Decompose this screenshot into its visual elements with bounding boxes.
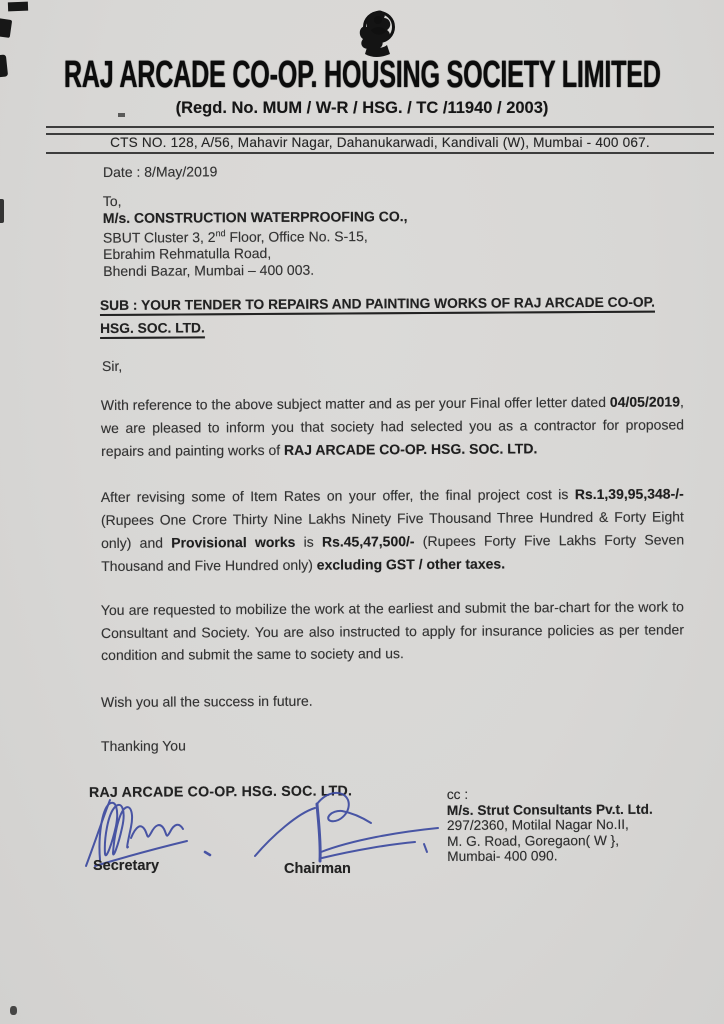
recipient-address-line: Bhendi Bazar, Mumbai – 400 003. [103,261,315,280]
wish-line: Wish you all the success in future. [100,692,313,710]
secretary-signature-ink [86,800,210,866]
paragraph-instructions: You are requested to mobilize the work at the earliest and submit the bar-chart for the work to Consultant and Society. You are also instructed to apply for insurance policies as per tender condition and submit the same to society and us. [100,598,685,663]
page-title [0,55,724,104]
cc-address-line: M. G. Road, Goregaon( W }, [447,832,620,849]
society-name: RAJ ARCADE CO-OP. HOUSING SOCIETY LIMITED [63,54,661,97]
recipient-block [103,191,408,279]
registration-number: (Regd. No. MUM / W-R / HSG. / TC /11940 / 2003) [175,99,549,117]
recipient-address-line: SBUT Cluster 3, 2nd Floor, Office No. S-15, [102,228,368,246]
recipient-address-line: Ebrahim Rehmatulla Road, [103,245,272,263]
greeting: Sir, [101,357,123,374]
subject-line: SUB : YOUR TENDER TO REPAIRS AND PAINTING WORKS OF RAJ ARCADE CO-OP. HSG. SOC. LTD. [99,294,655,336]
header-rule-top [46,126,714,128]
paragraph-project-cost: After revising some of Item Rates on your offer, the final project cost is Rs.1,39,95,348-/- (Rupees One Crore Thirty Nine Lakhs Ninety Five Thousand Three Hundred & Forty Eight only) and Provisional works is Rs.45,47,500/- (Rupees Forty Five Lakhs Forty Seven Thousand and Five Hundred only) excluding GST / other taxes. [100,485,685,574]
header-rule-bottom [46,152,714,154]
cc-consultant-name: M/s. Strut Consultants Pv.t. Ltd. [446,801,653,818]
paragraph-selection: With reference to the above subject matter and as per your Final offer letter dated 04/05/2019, we are pleased to inform you that society had selected you as a contractor for proposed repairs and painting works of RAJ ARCADE CO-OP. HSG. SOC. LTD. [100,393,685,459]
letter-date: Date : 8/May/2019 [102,163,218,180]
cc-block [447,786,653,865]
chairman-signature-ink [255,793,438,861]
thanking-line: Thanking You [100,737,186,754]
scan-artifact [0,18,12,38]
scan-artifact [8,2,28,12]
recipient-salutation: To, [102,192,122,210]
cc-address-line: Mumbai- 400 090. [447,848,558,865]
society-address: CTS NO. 128, A/56, Mahavir Nagar, Dahanukarwadi, Kandivali (W), Mumbai - 400 067. [110,135,650,150]
cc-address-line: 297/2360, Motilal Nagar No.II, [446,817,629,834]
scan-artifact [10,1006,17,1015]
secretary-label: Secretary [93,858,160,874]
signoff-organization: RAJ ARCADE CO-OP. HSG. SOC. LTD. [88,783,353,801]
scan-artifact [0,199,4,223]
recipient-name: M/s. CONSTRUCTION WATERPROOFING CO., [102,207,408,226]
cc-label: cc : [446,786,469,803]
chairman-label: Chairman [284,861,351,877]
